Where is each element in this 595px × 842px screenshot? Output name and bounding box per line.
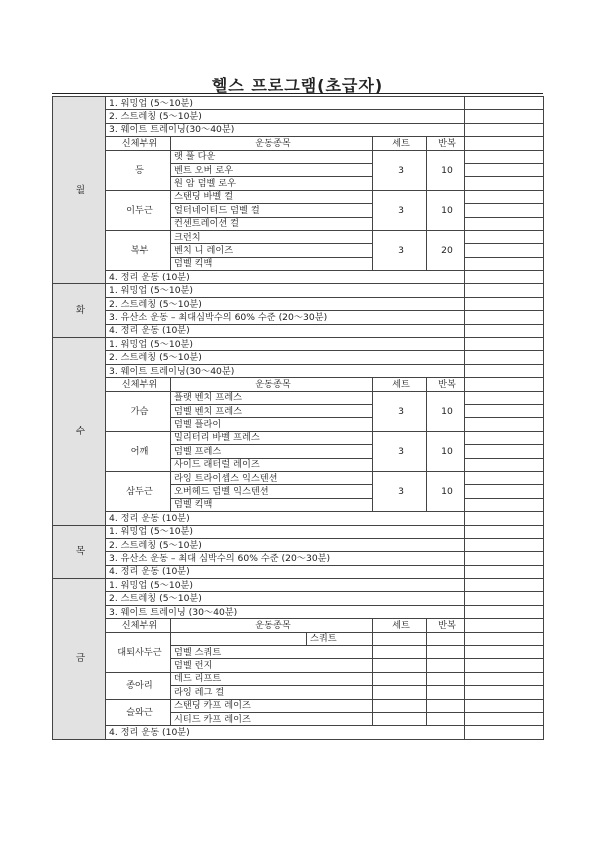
body-part: 삼두근	[106, 471, 171, 511]
header-body-part: 신체부위	[106, 378, 171, 391]
table-row	[53, 364, 544, 377]
exercise-name: 벤트 오버 로우	[171, 163, 373, 176]
body-part: 슬와근	[106, 699, 171, 726]
exercise-name: 원 암 덤벨 로우	[171, 177, 373, 190]
cardio-item: 3. 유산소 운동 – 최대 심박수의 60% 수준 (20～30분)	[106, 552, 465, 565]
table-row	[53, 391, 544, 404]
exercise-name: 라잉 트라이셉스 익스텐션	[171, 471, 373, 484]
exercise-name: 데드 리프트	[171, 672, 373, 685]
warmup-item: 1. 워밍업 (5～10분)	[106, 525, 465, 538]
exercise-name: 랫 풀 다운	[171, 150, 373, 163]
table-row	[53, 324, 544, 337]
exercise-name: 덤벨 스쿼트	[171, 646, 373, 659]
header-reps: 반복	[427, 378, 465, 391]
sets-value	[373, 699, 427, 712]
header-sets: 세트	[373, 137, 427, 150]
sets-value: 3	[373, 431, 427, 471]
weight-training-item: 3. 웨이트 트레이닝(30～40분)	[106, 364, 465, 377]
exercise-name: 덤벨 런지	[171, 659, 373, 672]
table-header-row	[53, 137, 544, 150]
table-row	[53, 338, 544, 351]
exercise-name: 플랫 벤치 프레스	[171, 391, 373, 404]
sets-value: 3	[373, 190, 427, 230]
reps-value	[427, 632, 465, 645]
body-part: 복부	[106, 230, 171, 270]
exercise-name: 라잉 레그 컬	[171, 686, 373, 699]
table-row	[53, 512, 544, 525]
table-row	[53, 230, 544, 243]
table-header-row	[53, 378, 544, 391]
exercise-name: 얼터네이티드 덤벨 컬	[171, 204, 373, 217]
table-row	[53, 565, 544, 578]
exercise-name: 덤벨 킥백	[171, 498, 373, 511]
table-row	[53, 271, 544, 284]
exercise-name: 스탠딩 바벨 컬	[171, 190, 373, 203]
sets-value: 3	[373, 150, 427, 190]
day-label-fri: 금	[53, 579, 106, 740]
table-row	[53, 699, 544, 712]
reps-value: 10	[427, 391, 465, 431]
exercise-name: 덤벨 플라이	[171, 418, 373, 431]
sets-value: 3	[373, 230, 427, 270]
body-part: 이두근	[106, 190, 171, 230]
table-row	[53, 726, 544, 739]
table-row	[53, 284, 544, 297]
reps-value: 10	[427, 431, 465, 471]
exercise-name: 덤벨 킥백	[171, 257, 373, 270]
exercise-name: 덤벨 벤치 프레스	[171, 404, 373, 417]
day-label-wed: 수	[53, 338, 106, 525]
cooldown-item: 4. 정리 운동 (10분)	[106, 324, 465, 337]
table-row	[53, 97, 544, 110]
exercise-name: 시티드 카프 레이즈	[171, 712, 373, 725]
exercise-name: 크런치	[171, 230, 373, 243]
cooldown-item: 4. 정리 운동 (10분)	[106, 271, 465, 284]
title-underline	[52, 93, 543, 94]
warmup-item: 1. 워밍업 (5～10분)	[106, 97, 465, 110]
cooldown-item: 4. 정리 운동 (10분)	[106, 512, 465, 525]
reps-value: 10	[427, 190, 465, 230]
body-part: 등	[106, 150, 171, 190]
table-row	[53, 123, 544, 136]
sets-value: 3	[373, 391, 427, 431]
stretch-item: 2. 스트레칭 (5～10분)	[106, 351, 465, 364]
exercise-name: 컨센트레이션 컬	[171, 217, 373, 230]
header-reps: 반복	[427, 137, 465, 150]
warmup-item: 1. 워밍업 (5～10분)	[106, 284, 465, 297]
header-body-part: 신체부위	[106, 619, 171, 632]
reps-value: 20	[427, 230, 465, 270]
header-exercise: 운동종목	[171, 378, 373, 391]
body-part: 대퇴사두근	[106, 632, 171, 672]
exercise-name: 덤벨 프레스	[171, 445, 373, 458]
exercise-name: 오버헤드 덤벨 익스텐션	[171, 485, 373, 498]
header-sets: 세트	[373, 619, 427, 632]
table-row	[53, 538, 544, 551]
sets-value	[373, 632, 427, 645]
cooldown-item: 4. 정리 운동 (10분)	[106, 565, 465, 578]
schedule-table	[52, 96, 544, 740]
cardio-item: 3. 유산소 운동 – 최대심박수의 60% 수준 (20～30분)	[106, 311, 465, 324]
weight-training-item: 3. 웨이트 트레이닝 (30～40분)	[106, 605, 465, 618]
page-title: 헬스 프로그램(초급자)	[211, 76, 384, 95]
table-row	[53, 431, 544, 444]
table-header-row	[53, 619, 544, 632]
table-row	[53, 552, 544, 565]
stretch-item: 2. 스트레칭 (5～10분)	[106, 538, 465, 551]
body-part: 종아리	[106, 672, 171, 699]
cooldown-item: 4. 정리 운동 (10분)	[106, 726, 465, 739]
table-row	[53, 672, 544, 685]
header-exercise: 운동종목	[171, 619, 373, 632]
exercise-name: 사이드 래터럴 레이즈	[171, 458, 373, 471]
table-row	[53, 632, 544, 645]
header-exercise: 운동종목	[171, 137, 373, 150]
table-row	[53, 471, 544, 484]
exercise-name: 스쿼트	[307, 632, 373, 645]
exercise-name: 스탠딩 카프 레이즈	[171, 699, 373, 712]
table-row	[53, 605, 544, 618]
reps-value: 10	[427, 471, 465, 511]
reps-value	[427, 699, 465, 712]
table-row	[53, 297, 544, 310]
header-body-part: 신체부위	[106, 137, 171, 150]
table-row	[53, 525, 544, 538]
stretch-item: 2. 스트레칭 (5～10분)	[106, 297, 465, 310]
table-row	[53, 150, 544, 163]
table-row	[53, 351, 544, 364]
body-part: 가슴	[106, 391, 171, 431]
warmup-item: 1. 워밍업 (5～10분)	[106, 338, 465, 351]
sets-value	[373, 672, 427, 685]
day-label-tue: 화	[53, 284, 106, 338]
reps-value	[427, 672, 465, 685]
exercise-name: 밀리터리 바벨 프레스	[171, 431, 373, 444]
body-part: 어깨	[106, 431, 171, 471]
exercise-name: 벤치 니 레이즈	[171, 244, 373, 257]
table-row	[53, 190, 544, 203]
reps-value: 10	[427, 150, 465, 190]
weight-training-item: 3. 웨이트 트레이닝(30～40분)	[106, 123, 465, 136]
header-reps: 반복	[427, 619, 465, 632]
table-row	[53, 311, 544, 324]
stretch-item: 2. 스트레칭 (5～10분)	[106, 110, 465, 123]
sets-value: 3	[373, 471, 427, 511]
day-label-thu: 목	[53, 525, 106, 579]
header-sets: 세트	[373, 378, 427, 391]
day-label-mon: 월	[53, 97, 106, 284]
table-row	[53, 592, 544, 605]
table-row	[53, 579, 544, 592]
warmup-item: 1. 워밍업 (5～10분)	[106, 579, 465, 592]
table-row	[53, 110, 544, 123]
stretch-item: 2. 스트레칭 (5～10분)	[106, 592, 465, 605]
